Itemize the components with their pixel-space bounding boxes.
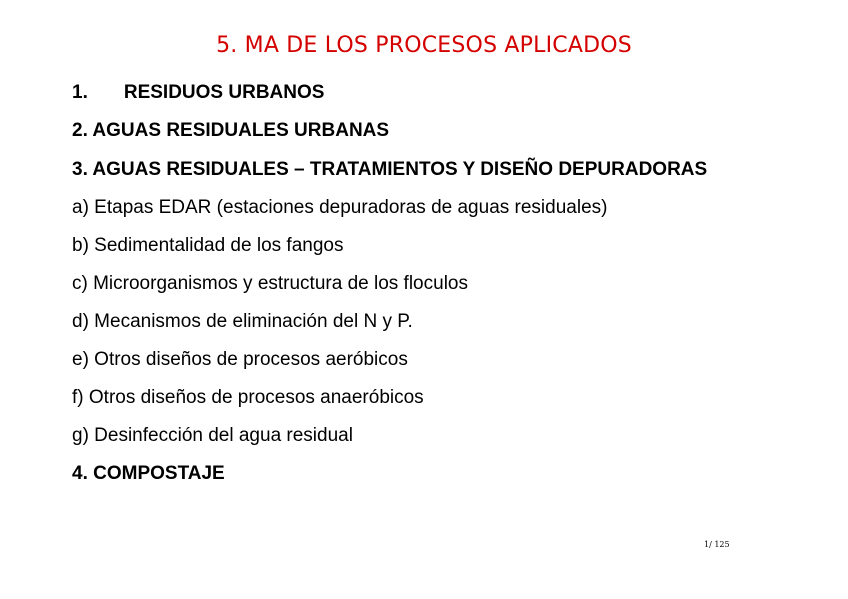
outline-item-number: 1. xyxy=(72,82,88,103)
subitem-procesos-aerobicos: e) Otros diseños de procesos aeróbicos xyxy=(72,349,408,370)
slide-title: 5. MA DE LOS PROCESOS APLICADOS xyxy=(216,33,632,58)
page-indicator: 1/ 125 xyxy=(704,540,730,549)
subitem-sedimentalidad: b) Sedimentalidad de los fangos xyxy=(72,235,344,256)
subitem-etapas-edar: a) Etapas EDAR (estaciones depuradoras de aguas residuales) xyxy=(72,197,608,218)
outline-item-label: RESIDUOS URBANOS xyxy=(123,82,325,103)
subitem-desinfeccion: g) Desinfección del agua residual xyxy=(72,425,353,446)
outline-item-residuos-urbanos xyxy=(72,82,324,104)
subitem-microorganismos: c) Microorganismos y estructura de los floculos xyxy=(72,273,468,294)
outline-item-aguas-residuales-urbanas: 2. AGUAS RESIDUALES URBANAS xyxy=(72,120,390,141)
subitem-procesos-anaerobicos: f) Otros diseños de procesos anaeróbicos xyxy=(72,387,424,408)
outline-item-tratamientos-diseno: 3. AGUAS RESIDUALES – TRATAMIENTOS Y DISEÑO DEPURADORAS xyxy=(72,159,708,180)
subitem-mecanismos: d) Mecanismos de eliminación del N y P. xyxy=(72,311,413,332)
outline-item-compostaje: 4. COMPOSTAJE xyxy=(72,463,225,484)
